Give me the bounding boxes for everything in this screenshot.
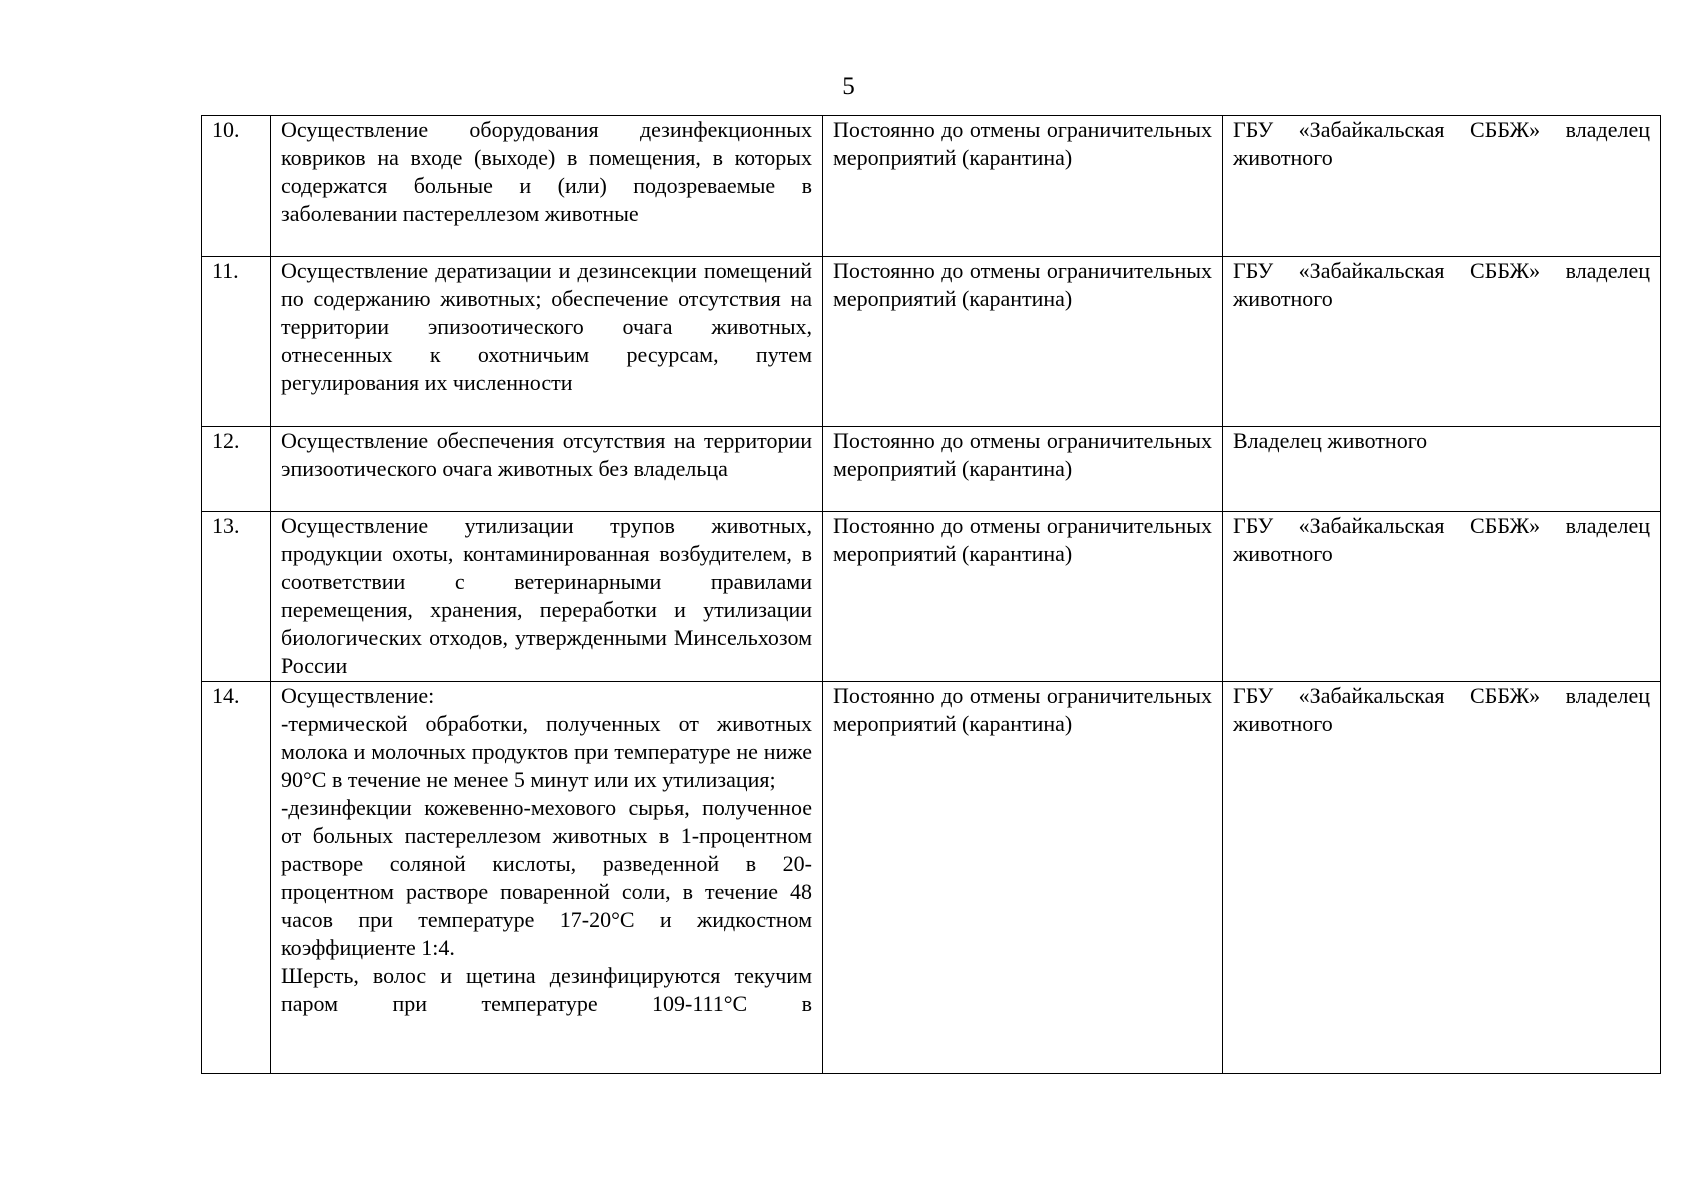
page-number: 5 [842,73,855,100]
term-cell [823,427,1223,512]
table-row [202,682,1661,1074]
term-cell [823,116,1223,257]
responsible-cell [1223,116,1661,257]
responsible-cell [1223,427,1661,512]
responsible-text: ГБУ «Забайкальская СББЖ» владелец животного [1233,117,1650,170]
measure-cell [271,682,823,1074]
row-number: 11. [202,257,271,427]
measure-cell [271,512,823,682]
term-cell [823,682,1223,1074]
term-text: Постоянно до отмены ограничительных мероприятий (карантина) [833,683,1212,736]
responsible-text: ГБУ «Забайкальская СББЖ» владелец животного [1233,258,1650,311]
row-number: 13. [202,512,271,682]
measure-cell [271,257,823,427]
measure-text: Осуществление: [281,683,435,708]
term-text: Постоянно до отмены ограничительных мероприятий (карантина) [833,258,1212,311]
term-text: Постоянно до отмены ограничительных мероприятий (карантина) [833,513,1212,566]
responsible-cell [1223,682,1661,1074]
measure-text: Осуществление дератизации и дезинсекции помещений по содержанию животных; обеспечение отсутствия на территории эпизоотического очага животных, отнесенных к охотничьим ресурсам, путем регулирования их численности [281,258,812,395]
responsible-text: Владелец животного [1233,428,1428,453]
measure-text: Осуществление утилизации трупов животных, продукции охоты, контаминированная возбудителем, в соответствии с ветеринарными правилами перемещения, хранения, переработки и утилизации биологических отходов, утвержденными Минсельхозом России [281,513,812,678]
row-number: 14. [202,682,271,1074]
responsible-cell [1223,512,1661,682]
measures-table [201,115,1661,1074]
measure-cell [271,116,823,257]
table-row [202,257,1661,427]
measure-text: Осуществление обеспечения отсутствия на территории эпизоотического очага животных без владельца [281,428,812,481]
term-cell [823,257,1223,427]
measure-text: Осуществление оборудования дезинфекционных ковриков на входе (выходе) в помещения, в которых содержатся больные и (или) подозреваемые в заболевании пастереллезом животные [281,117,812,226]
term-text: Постоянно до отмены ограничительных мероприятий (карантина) [833,117,1212,170]
measure-text: Шерсть, волос и щетина дезинфицируются текучим паром при температуре 109-111°С в [281,963,812,1016]
row-number: 12. [202,427,271,512]
term-text: Постоянно до отмены ограничительных мероприятий (карантина) [833,428,1212,481]
measure-text: -термической обработки, полученных от животных молока и молочных продуктов при температуре не ниже 90°С в течение не менее 5 минут или их утилизация; [281,711,812,792]
measure-cell [271,427,823,512]
measure-text: -дезинфекции кожевенно-мехового сырья, полученное от больных пастереллезом животных в 1-процентном растворе соляной кислоты, разведенной в 20-процентном растворе поваренной соли, в течение 48 часов при температуре 17-20°С и жидкостном коэффициенте 1:4. [281,795,812,960]
responsible-text: ГБУ «Забайкальская СББЖ» владелец животного [1233,683,1650,736]
table-row [202,512,1661,682]
row-number: 10. [202,116,271,257]
table-row [202,427,1661,512]
table-row [202,116,1661,257]
responsible-cell [1223,257,1661,427]
responsible-text: ГБУ «Забайкальская СББЖ» владелец животного [1233,513,1650,566]
term-cell [823,512,1223,682]
